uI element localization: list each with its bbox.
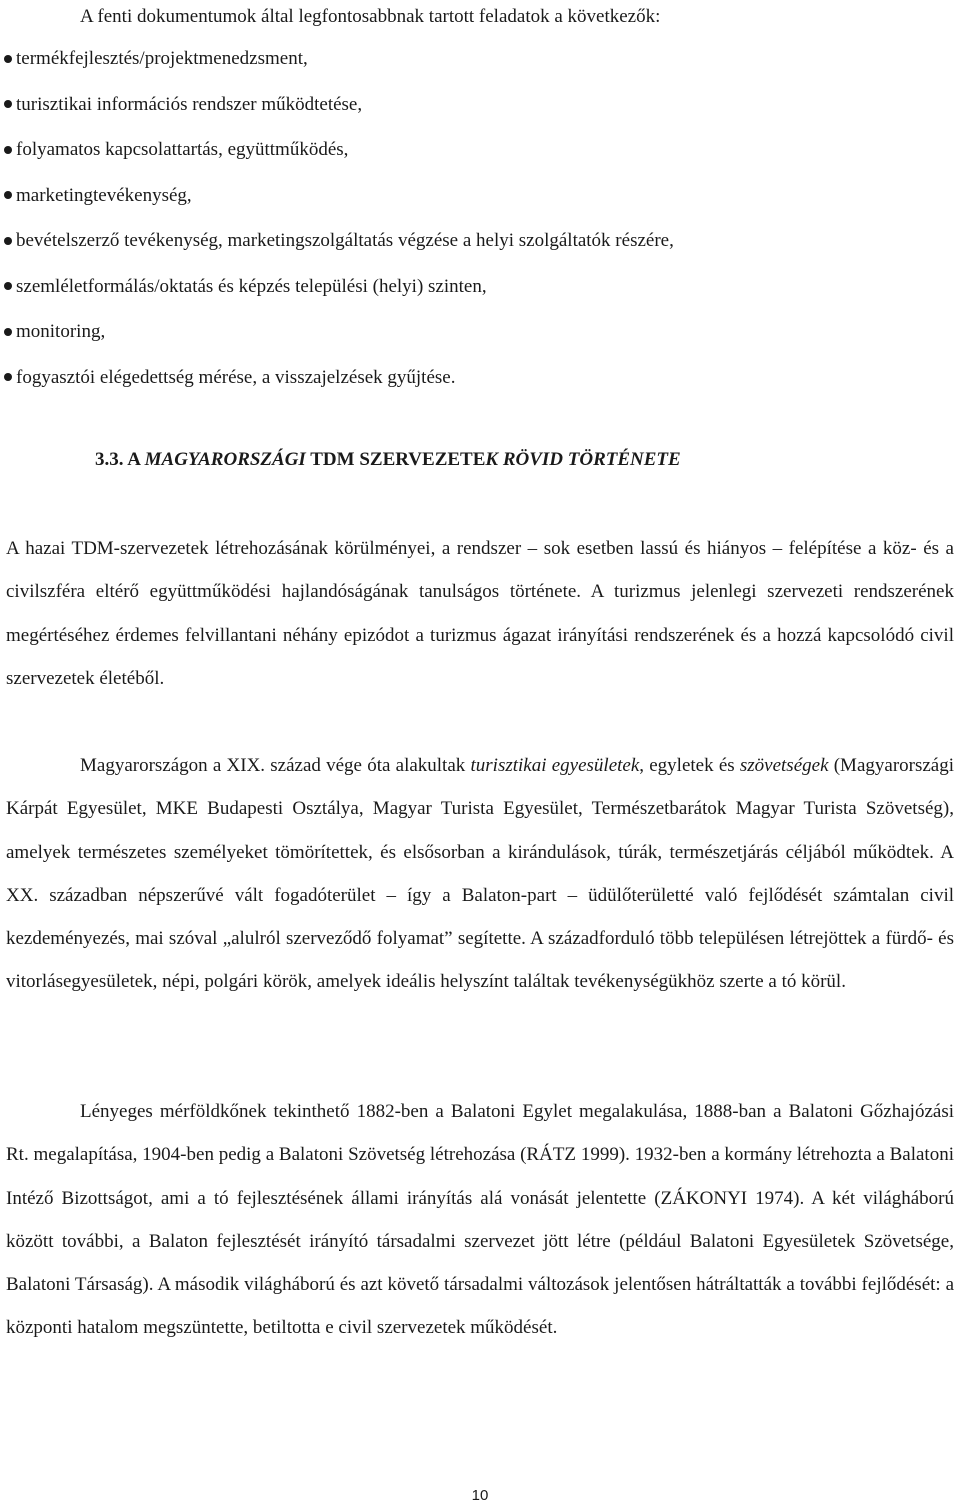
- bullet-icon: [4, 146, 12, 154]
- list-item: monitoring,: [0, 309, 674, 355]
- emphasis-szovetsegek: szövetségek: [739, 755, 829, 776]
- task-list: [0, 36, 674, 400]
- list-item: turisztikai információs rendszer működtetése,: [0, 82, 674, 128]
- bullet-icon: [4, 55, 12, 63]
- section-number: 3.3.: [95, 449, 124, 470]
- bullet-icon: [4, 100, 12, 108]
- list-item: marketingtevékenység,: [0, 173, 674, 219]
- heading-word-a: A: [127, 449, 140, 470]
- list-item: termékfejlesztés/projektmenedzsment,: [0, 36, 674, 82]
- paragraph-1: A hazai TDM-szervezetek létrehozásának körülményei, a rendszer – sok esetben lassú és hiányos – felépítése a köz- és a civilszféra eltérő együttműködési hajlandóságának tanulságos története. A turizmus jelenlegi szervezeti rendszerének megértéséhez érdemes felvillantani néhány epizódot a turizmus ágazat irányítási rendszerének és a hozzá kapcsolódó civil szervezetek életéből.: [6, 538, 954, 689]
- paragraph-2: Magyarországon a XIX. század vége óta alakultak turisztikai egyesületek, egyletek és szövetségek (Magyarországi Kárpát Egyesület, MKE Budapesti Osztálya, Magyar Turista Egyesület, Természetbarátok Magyar Turista Szövetség), amelyek természetes személyeket tömörítettek, és elsősorban a kirándulások, túrák, természetjárás céljából működtek. A XX. században népszerűvé vált fogadóterület – így a Balaton-part – üdülőterületté való fejlődését számtalan civil kezdeményezés, mai szóval „alulról szerveződő folyamat” segítette. A századforduló több településen létrejöttek a fürdő- és vitorlásegyesületek, népi, polgári körök, amelyek ideális helyszínt találtak tevékenységükhöz szerte a tó körül.: [6, 755, 955, 993]
- section-heading: [95, 442, 681, 478]
- list-item: folyamatos kapcsolattartás, együttműködés,: [0, 127, 674, 173]
- heading-word-szervezete: SZERVEZETE: [359, 449, 486, 470]
- bullet-icon: [4, 191, 12, 199]
- intro-sentence: A fenti dokumentumok által legfontosabbnak tartott feladatok a következők:: [80, 6, 661, 27]
- list-item: bevételszerző tevékenység, marketingszolgáltatás végzése a helyi szolgáltatók részére,: [0, 218, 674, 264]
- paragraph-3: Lényeges mérföldkőnek tekinthető 1882-ben a Balatoni Egylet megalakulása, 1888-ban a Balatoni Gőzhajózási Rt. megalapítása, 1904-ben pedig a Balatoni Szövetség létrehozása (RÁTZ 1999). 1932-ben a kormány létrehozta a Balatoni Intéző Bizottságot, ami a tó fejlesztésének állami irányítás alá vonását jelentette (ZÁKONYI 1974). A két világháború között további, a Balaton fejlesztését irányító társadalmi szervezet jött létre (például Balatoni Egyesületek Szövetsége, Balatoni Társaság). A második világháború és azt követő társadalmi változások jelentősen hátráltatták a további fejlődését: a központi hatalom megszüntette, betiltotta e civil szervezetek működését.: [6, 1101, 954, 1339]
- heading-word-magyarorszagi: MAGYARORSZÁGI: [144, 449, 306, 470]
- list-item: szemléletformálás/oktatás és képzés települési (helyi) szinten,: [0, 264, 674, 310]
- page-number: 10: [471, 1487, 489, 1504]
- bullet-icon: [4, 237, 12, 245]
- bullet-icon: [4, 328, 12, 336]
- bullet-icon: [4, 373, 12, 381]
- heading-word-tdm: TDM: [310, 449, 355, 470]
- heading-rest: K RÖVID TÖRTÉNETE: [485, 449, 681, 470]
- bullet-icon: [4, 282, 12, 290]
- emphasis-turisztikai-egyesuletek: turisztikai egyesületek: [470, 755, 640, 776]
- list-item: fogyasztói elégedettség mérése, a visszajelzések gyűjtése.: [0, 355, 674, 401]
